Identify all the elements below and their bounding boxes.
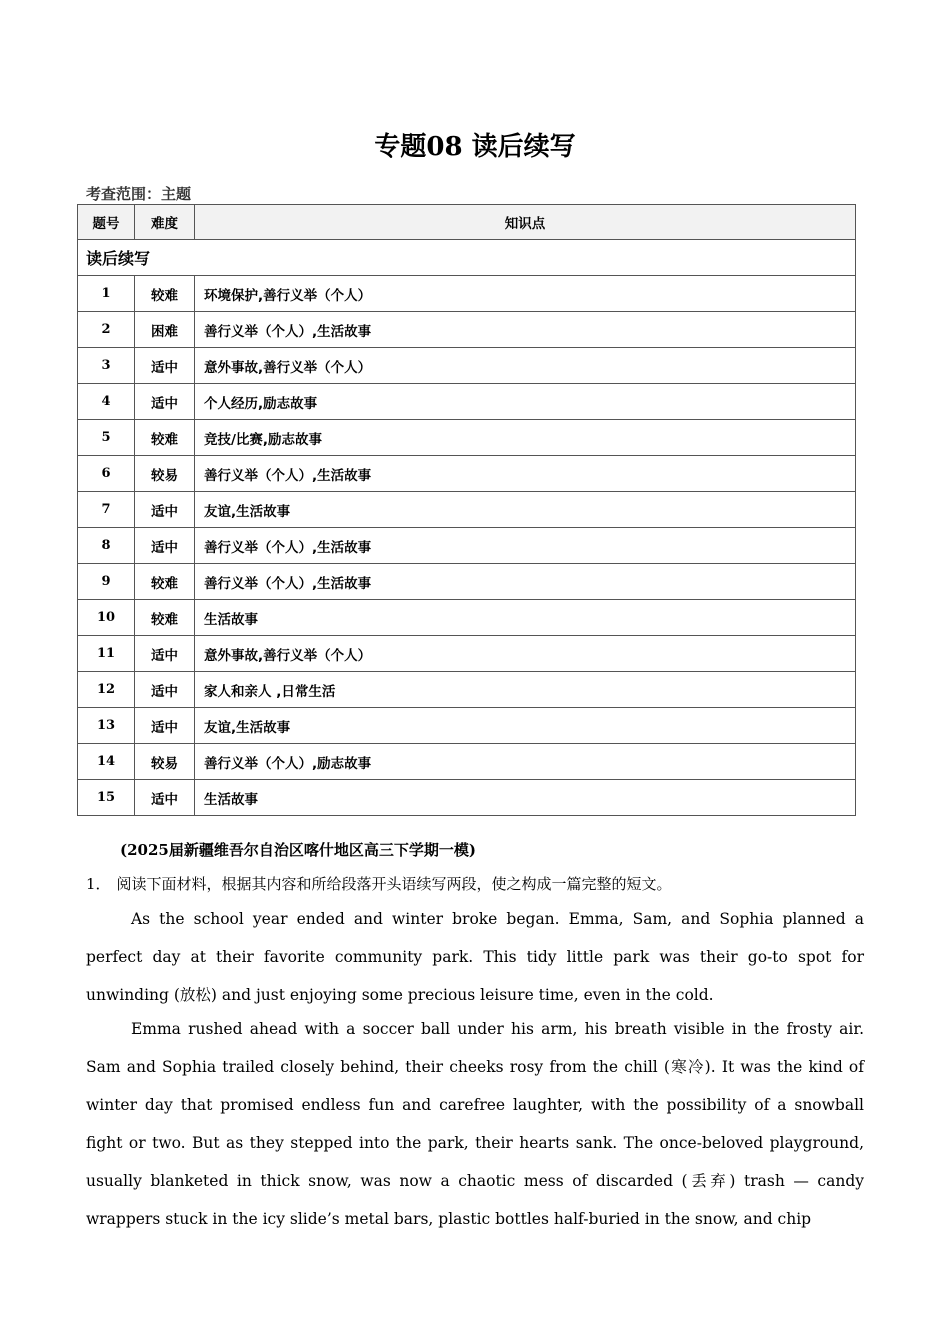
passage-paragraph-1: As the school year ended and winter broke began. Emma, Sam, and Sophia planned a perfect day at their favorite community park. This tidy little park was their go-to spot for unwinding (放松) and just enjoying some precious leisure time, even in the cold. [86, 910, 864, 1004]
page-title: 专题08 读后续写 [374, 132, 576, 162]
row-difficulty: 较难 [135, 420, 195, 456]
row-num: 12 [78, 672, 135, 708]
row-num: 4 [78, 384, 135, 420]
row-knowledge: 友谊,生活故事 [195, 708, 856, 744]
row-difficulty: 适中 [135, 528, 195, 564]
table-row [78, 384, 856, 420]
question-source: (2025届新疆维吾尔自治区喀什地区高三下学期一模) [120, 841, 476, 859]
header-difficulty: 难度 [135, 205, 195, 240]
knowledge-point-table [77, 204, 856, 816]
table-row [78, 492, 856, 528]
row-num: 6 [78, 456, 135, 492]
table-header-row [78, 205, 856, 240]
row-num: 7 [78, 492, 135, 528]
row-difficulty: 适中 [135, 384, 195, 420]
row-knowledge: 竞技/比赛,励志故事 [195, 420, 856, 456]
question-number: 1． [86, 875, 111, 893]
row-knowledge: 善行义举（个人）,生活故事 [195, 312, 856, 348]
table-row [78, 528, 856, 564]
row-knowledge: 家人和亲人 ,日常生活 [195, 672, 856, 708]
row-difficulty: 适中 [135, 348, 195, 384]
row-num: 5 [78, 420, 135, 456]
row-difficulty: 适中 [135, 780, 195, 816]
row-num: 11 [78, 636, 135, 672]
table-row [78, 708, 856, 744]
table-row [78, 636, 856, 672]
row-knowledge: 友谊,生活故事 [195, 492, 856, 528]
passage-paragraph-2: Emma rushed ahead with a soccer ball under his arm, his breath visible in the frosty air. Sam and Sophia trailed closely behind, their cheeks rosy from the chill (寒冷). It was the kind of winter day that promised endless fun and carefree laughter, with the possibility of a snowball fight or two. But as they stepped into the park, their hearts sank. The once-beloved playground, usually blanketed in thick snow, was now a chaotic mess of discarded (丢弃) trash — candy wrappers stuck in the icy slide’s metal bars, plastic bottles half-buried in the snow, and chip [86, 1020, 864, 1228]
row-knowledge: 善行义举（个人）,生活故事 [195, 456, 856, 492]
table-row [78, 276, 856, 312]
table-row [78, 780, 856, 816]
row-difficulty: 困难 [135, 312, 195, 348]
row-difficulty: 适中 [135, 636, 195, 672]
row-difficulty: 较易 [135, 744, 195, 780]
section-title: 读后续写 [78, 240, 856, 276]
row-knowledge: 意外事故,善行义举（个人） [195, 636, 856, 672]
row-knowledge: 善行义举（个人）,生活故事 [195, 564, 856, 600]
row-difficulty: 较易 [135, 456, 195, 492]
question-instruction: 阅读下面材料，根据其内容和所给段落开头语续写两段，使之构成一篇完整的短文。 [116, 875, 672, 893]
row-knowledge: 生活故事 [195, 600, 856, 636]
row-num: 14 [78, 744, 135, 780]
table-row [78, 456, 856, 492]
row-difficulty: 适中 [135, 708, 195, 744]
row-num: 15 [78, 780, 135, 816]
row-num: 3 [78, 348, 135, 384]
row-difficulty: 较难 [135, 564, 195, 600]
row-knowledge: 环境保护,善行义举（个人） [195, 276, 856, 312]
table-row [78, 348, 856, 384]
row-knowledge: 善行义举（个人）,励志故事 [195, 744, 856, 780]
row-knowledge: 意外事故,善行义举（个人） [195, 348, 856, 384]
question-instruction-line [86, 873, 672, 894]
row-difficulty: 适中 [135, 672, 195, 708]
table-row [78, 312, 856, 348]
table-row [78, 672, 856, 708]
row-difficulty: 适中 [135, 492, 195, 528]
row-num: 13 [78, 708, 135, 744]
row-knowledge: 善行义举（个人）,生活故事 [195, 528, 856, 564]
row-num: 10 [78, 600, 135, 636]
row-num: 1 [78, 276, 135, 312]
row-difficulty: 较难 [135, 276, 195, 312]
header-knowledge: 知识点 [195, 205, 856, 240]
scope-label: 考查范围：主题 [86, 185, 192, 203]
section-row [78, 240, 856, 276]
table-row [78, 744, 856, 780]
table-row [78, 564, 856, 600]
row-knowledge: 生活故事 [195, 780, 856, 816]
table-row [78, 420, 856, 456]
row-num: 2 [78, 312, 135, 348]
table-row [78, 600, 856, 636]
header-num: 题号 [78, 205, 135, 240]
row-knowledge: 个人经历,励志故事 [195, 384, 856, 420]
row-num: 9 [78, 564, 135, 600]
row-num: 8 [78, 528, 135, 564]
row-difficulty: 较难 [135, 600, 195, 636]
